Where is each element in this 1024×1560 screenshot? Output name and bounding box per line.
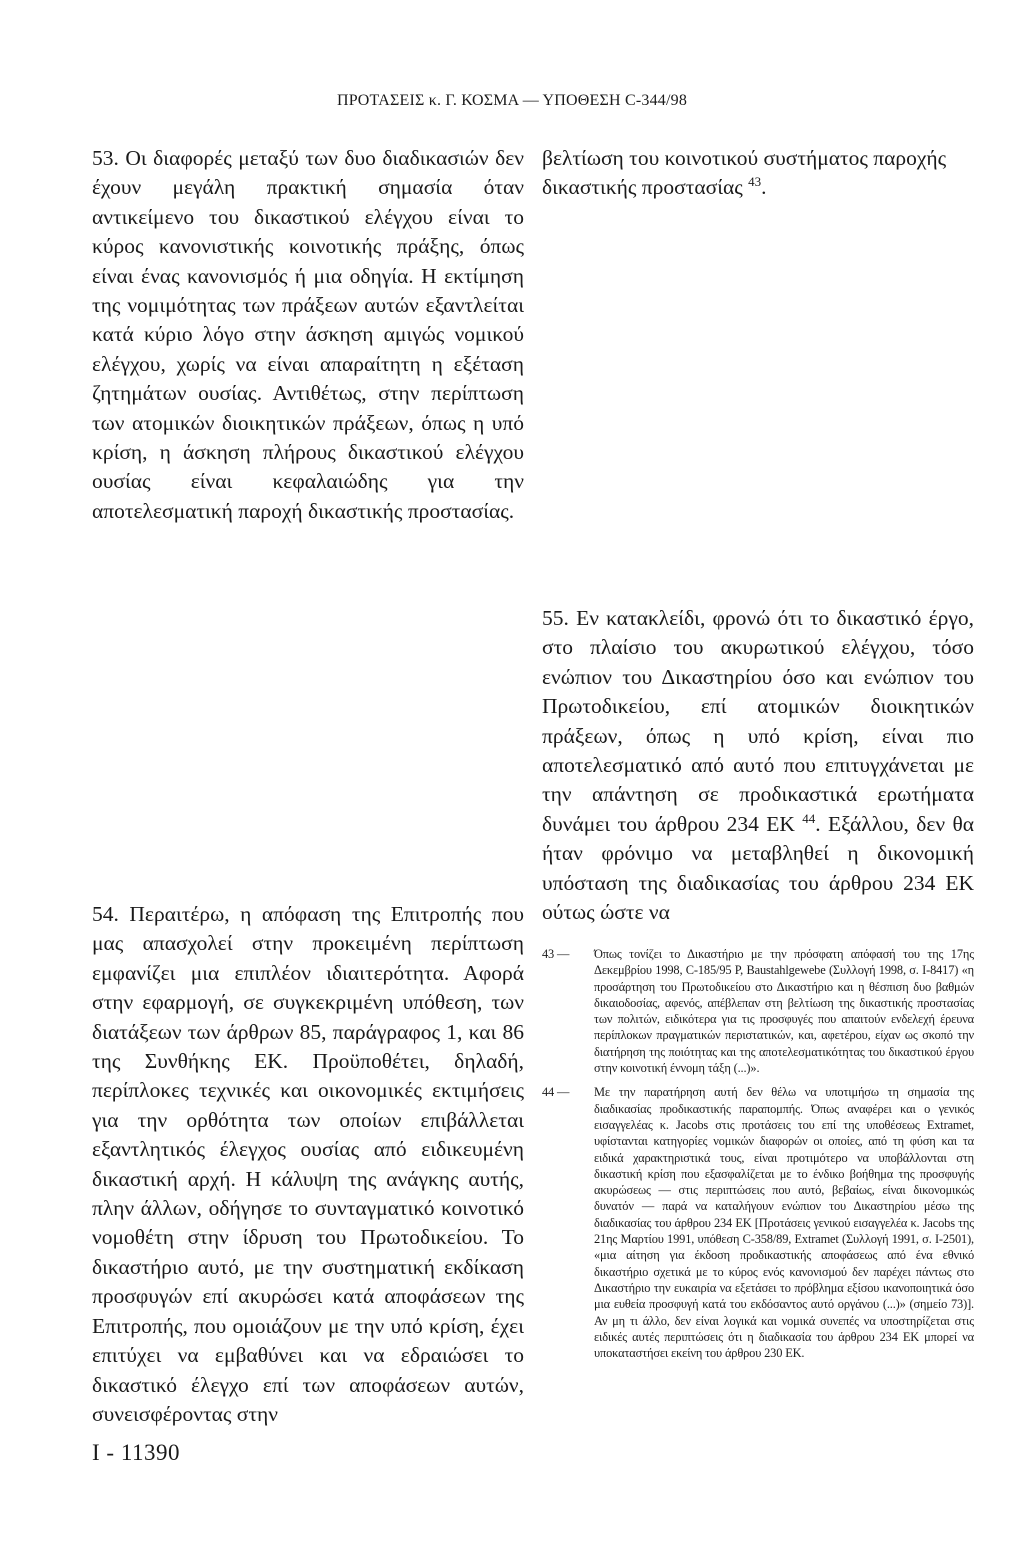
- footnote-44: [542, 1084, 974, 1361]
- page-number: I - 11390: [92, 1440, 180, 1465]
- paragraph-54-continued-text: βελτίωση του κοινοτικού συστήματος παροχής δικαστικής προστασίας: [542, 146, 947, 200]
- paragraph-55-text: 55. Εν κατακλείδι, φρονώ ότι το δικαστικό έργο, στο πλαίσιο του ακυρωτικού ελέγχου, τόσο ενώπιον του Δικαστηρίου όσο και ενώπιον του Πρωτοδικείου, επί ατομικών διοικητικών πράξεων, όπως η υπό κρίση, είναι πιο αποτελεσματικό από αυτό που επιτυγχάνεται με την απάντηση σε προδικαστικά ερωτήματα δυνάμει του άρθρου 234 ΕΚ: [542, 606, 974, 836]
- footnote-number: 44 —: [542, 1085, 570, 1100]
- footnote-ref-43[interactable]: 43: [748, 174, 762, 190]
- paragraph-55: [542, 604, 974, 927]
- footnote-text: Όπως τονίζει το Δικαστήριο με την πρόσφατη απόφασή του της 17ης Δεκεμβρίου 1998, C-185/95 P, Baustahlgewebe (Συλλογή 1998, σ. I-8417) «η προσάρτηση του Πρωτοδικείου στο Δικαστήριο και η θέσπιση δυο βαθμών δικαιοδοσίας, αφενός, απέβλεπαν στη βελτίωση της δικαστικής προστασίας των πολιτών, ειδικότερα για τις προσφυγές που απαιτούν ενδελεχή έρευνα περίπλοκων πραγματικών περιστατικών, και, αφετέρου, είχαν ως σκοπό την διατήρηση της ποιότητας και της αποτελεσματικότητας του δικαστικού έργου στην κοινοτική έννομη τάξη (...)».: [594, 947, 974, 1076]
- footnote-43: [542, 946, 974, 1076]
- running-header: ΠΡΟΤΑΣΕΙΣ κ. Γ. ΚΟΣΜΑ — ΥΠΟΘΕΣΗ C-344/98: [336, 92, 688, 109]
- paragraph-53: 53. Οι διαφορές μεταξύ των δυο διαδικασιών δεν έχουν μεγάλη πρακτική σημασία όταν αντικείμενο του δικαστικού ελέγχου είναι το κύρος κανονιστικής κοινοτικής πράξης, όπως είναι ένας κανονισμός ή μια οδηγία. Η εκτίμηση της νομιμότητας των πράξεων αυτών εξαντλείται κατά κύριο λόγο στην άσκηση αμιγώς νομικού ελέγχου, χωρίς να είναι απαραίτητη η εξέταση ζητημάτων ουσίας. Αντιθέτως, στην περίπτωση των ατομικών διοικητικών πράξεων, όπως η υπό κρίση, η άσκηση πλήρους δικαστικού ελέγχου ουσίας είναι κεφαλαιώδης για την αποτελεσματική παροχή δικαστικής προστασίας.: [92, 146, 524, 523]
- footnote-ref-44[interactable]: 44: [802, 810, 816, 826]
- paragraph-54: 54. Περαιτέρω, η απόφαση της Επιτροπής που μας απασχολεί στην προκειμένη περίπτωση εμφανίζει μια επιπλέον ιδιαιτερότητα. Αφορά στην εφαρμογή, σε συγκεκριμένη υπόθεση, των διατάξεων των άρθρων 85, παράγραφος 1, και 86 της Συνθήκης ΕΚ. Προϋποθέτει, δηλαδή, περίπλοκες τεχνικές και οικονομικές εκτιμήσεις για την ορθότητα των οποίων επιβάλλεται εξαντλητικός έλεγχος ουσίας από ειδικευμένη δικαστική αρχή. Η κάλυψη της ανάγκης αυτής, πλην άλλων, οδήγησε το συνταγματικό κοινοτικό νομοθέτη στην ίδρυση του Πρωτοδικείου. Το δικαστήριο αυτό, με την συστηματική εκδίκαση προσφυγών επί ακυρώσει κατά αποφάσεων της Επιτροπής, που ομοιάζουν με την υπό κρίση, έχει επιτύχει να εμβαθύνει και να εδραιώσει το δικαστικό έλεγχο επί των αποφάσεων αυτών, συνεισφέροντας στην: [92, 902, 524, 1426]
- footnote-number: 43 —: [542, 947, 570, 961]
- footnotes: [542, 946, 974, 1361]
- paragraph-54-continued: [542, 144, 974, 203]
- footnote-text: Με την παρατήρηση αυτή δεν θέλω να υποτιμήσω τη σημασία της διαδικασίας προδικαστικής παραπομπής. Όπως αναφέρει και ο γενικός εισαγγελέας κ. Jacobs στις προτάσεις του επί της υποθέσεως Extramet, υφίστανται κατηγορίες νομικών διαφορών οι οποίες, από τη φύση και τα ειδικά χαρακτηριστικά τους, είναι προτιμότερο να υποβάλλονται στη δικαστική κρίση που εξασφαλίζεται με το ένδικο βοήθημα της προσφυγής ακυρώσεως — στις περιπτώσεις που αυτό, βεβαίως, είναι δικονομικώς δυνατόν — παρά να καταλήγουν ενώπιον του Δικαστηρίου μέσω της διαδικασίας του άρθρου 234 ΕΚ [Προτάσεις γενικού εισαγγελέα κ. Jacobs της 21ης Μαρτίου 1991, υπόθεση C-358/89, Extramet (Συλλογή 1991, σ. I-2501), «μια αίτηση για έκδοση προδικαστικής αποφάσεως από ένα εθνικό δικαστήριο σχετικά με το κύρος ενός κανονισμού δεν παρέχει πάντως στο Δικαστήριο την ευκαιρία να εξετάσει το πρόβλημα εξίσου ικανοποιητικά όσο μια ευθεία προσφυγή κατά του εκδόσαντος αυτό οργάνου (...)» (σημείο 73)]. Αν μη τι άλλο, δεν είναι λογικά και νομικά συνεπές να υποστηρίζεται στις ειδικές αυτές περιπτώσεις ότι η διαδικασία του άρθρου 234 ΕΚ μπορεί να υποκαταστήσει εκείνη του άρθρου 230 ΕΚ.: [594, 1085, 974, 1361]
- paragraph-54-end: .: [761, 175, 767, 200]
- paragraph-55-tail: . Εξάλλου, δεν θα ήταν φρόνιμο να μεταβληθεί η δικονομική υπόσταση της διαδικασίας του άρθρου 234 ΕΚ ούτως ώστε να: [542, 811, 975, 925]
